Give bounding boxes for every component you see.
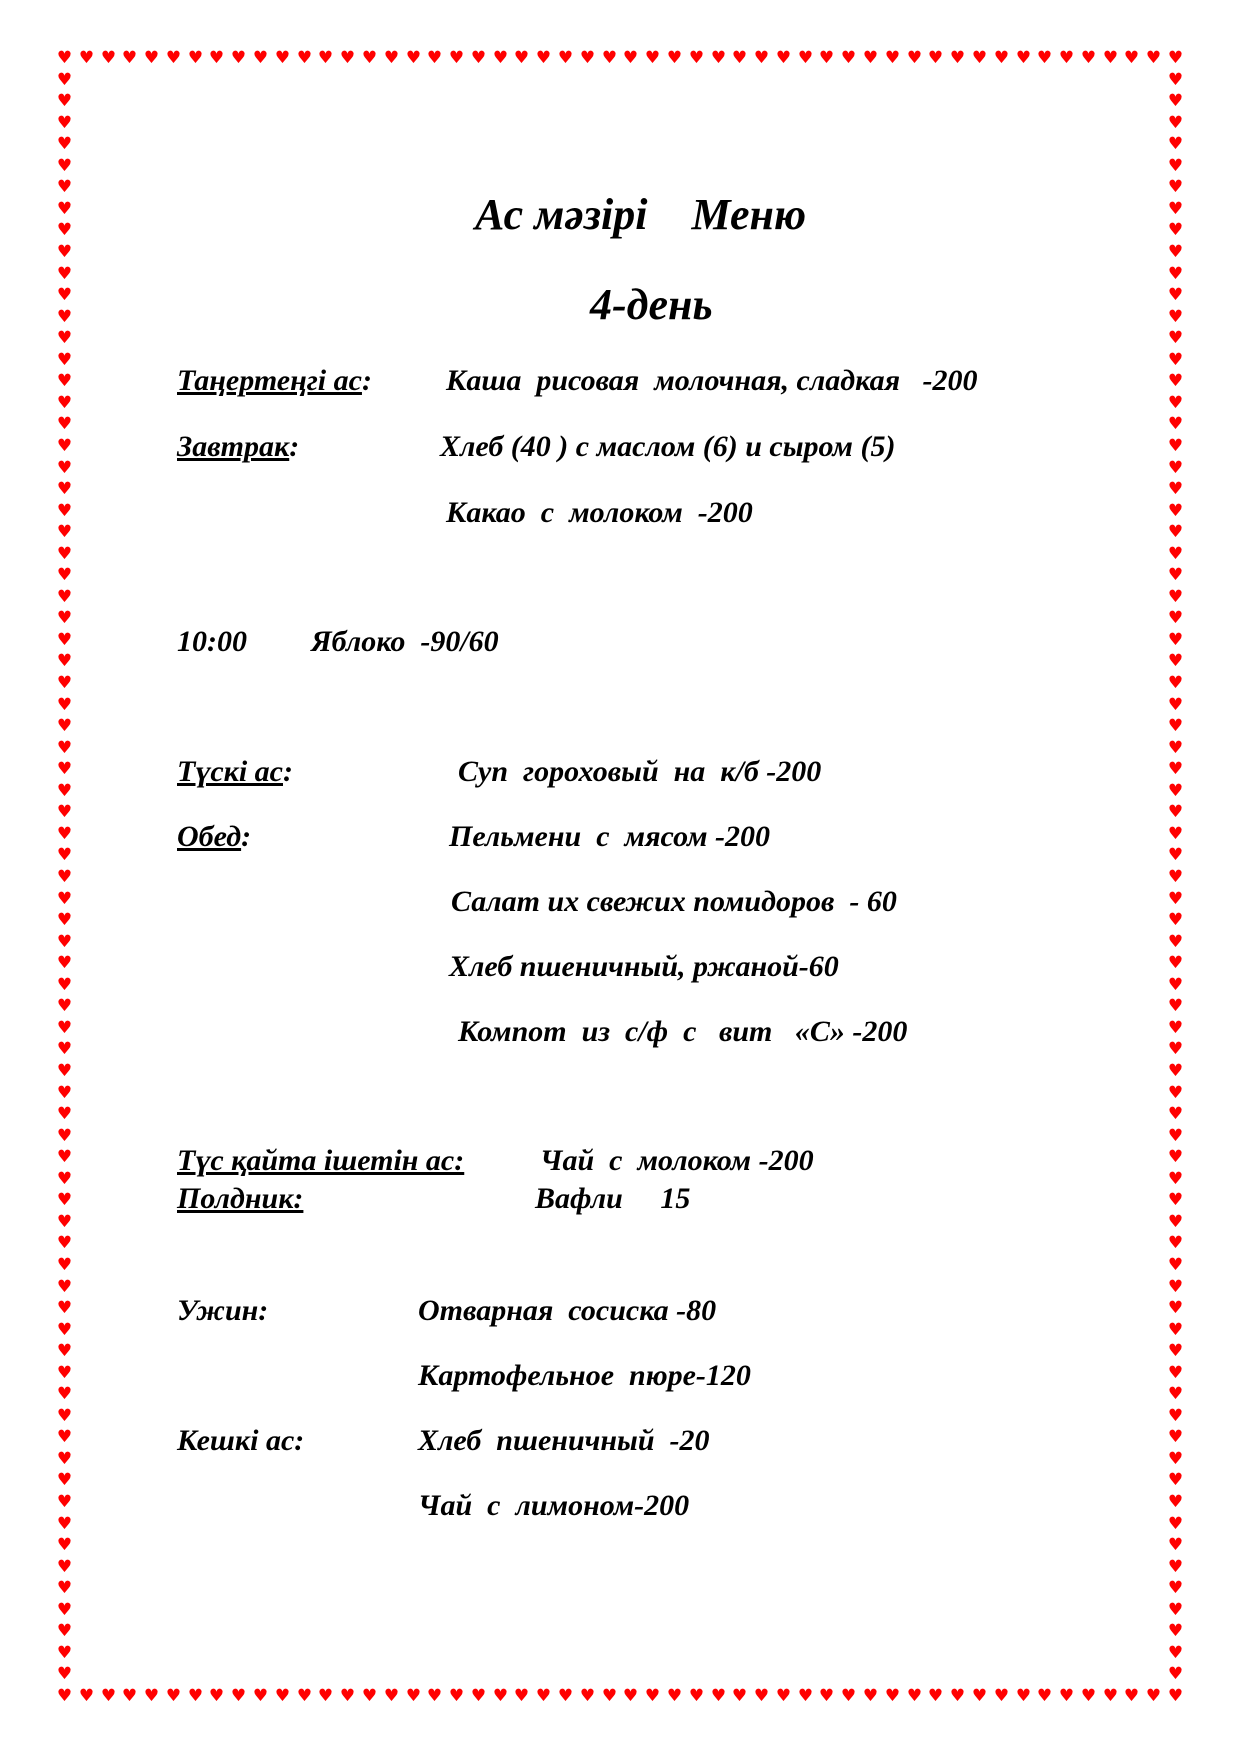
breakfast-label-kz-text: Таңертеңгі ас bbox=[177, 364, 362, 397]
heart-icon bbox=[56, 1322, 73, 1339]
heart-icon bbox=[448, 50, 465, 67]
heart-icon bbox=[56, 136, 73, 153]
lunch-item: Суп гороховый на к/б -200 bbox=[458, 755, 822, 788]
heart-icon bbox=[818, 1688, 835, 1705]
heart-icon bbox=[840, 1688, 857, 1705]
heart-icon bbox=[1167, 373, 1184, 390]
heart-icon bbox=[579, 1688, 596, 1705]
heart-icon bbox=[56, 1580, 73, 1597]
dinner-label-kz: Кешкі ас: bbox=[177, 1424, 305, 1457]
heart-icon bbox=[1167, 503, 1184, 520]
heart-icon bbox=[1167, 1192, 1184, 1209]
heart-icon bbox=[1167, 1235, 1184, 1252]
heart-icon bbox=[426, 1688, 443, 1705]
heart-icon bbox=[1167, 1580, 1184, 1597]
heart-icon bbox=[731, 1688, 748, 1705]
heart-icon bbox=[56, 934, 73, 951]
heart-icon bbox=[56, 718, 73, 735]
heart-icon bbox=[56, 783, 73, 800]
heart-icon bbox=[56, 998, 73, 1015]
heart-icon bbox=[1167, 891, 1184, 908]
heart-icon bbox=[56, 740, 73, 757]
breakfast-label-kz-colon: : bbox=[361, 364, 372, 397]
heart-icon bbox=[601, 1688, 618, 1705]
heart-icon bbox=[56, 1085, 73, 1102]
heart-icon bbox=[1167, 675, 1184, 692]
heart-icon bbox=[405, 1688, 422, 1705]
heart-icon bbox=[1167, 1279, 1184, 1296]
heart-icon bbox=[1167, 222, 1184, 239]
heart-icon bbox=[56, 309, 73, 326]
heart-icon bbox=[949, 1688, 966, 1705]
lunch-label-kz-colon: : bbox=[283, 755, 293, 788]
heart-icon bbox=[1167, 653, 1184, 670]
heart-icon bbox=[56, 179, 73, 196]
heart-icon bbox=[361, 50, 378, 67]
heart-icon bbox=[1015, 50, 1032, 67]
heart-icon bbox=[56, 244, 73, 261]
heart-icon bbox=[1167, 395, 1184, 412]
heart-icon bbox=[513, 50, 530, 67]
heart-icon bbox=[1167, 1408, 1184, 1425]
heart-icon bbox=[1167, 804, 1184, 821]
heart-icon bbox=[1167, 632, 1184, 649]
heart-icon bbox=[1167, 1343, 1184, 1360]
heart-icon bbox=[448, 1688, 465, 1705]
breakfast-label-ru-colon: : bbox=[289, 430, 300, 463]
heart-icon bbox=[1123, 50, 1140, 67]
snack-item: Яблоко -90/60 bbox=[311, 625, 499, 658]
heart-icon bbox=[56, 266, 73, 283]
heart-icon bbox=[56, 50, 73, 67]
heart-icon bbox=[927, 1688, 944, 1705]
heart-icon bbox=[1167, 977, 1184, 994]
heart-icon bbox=[1167, 697, 1184, 714]
heart-icon bbox=[383, 50, 400, 67]
heart-icon bbox=[56, 1192, 73, 1209]
heart-icon bbox=[56, 891, 73, 908]
heart-icon bbox=[1167, 869, 1184, 886]
heart-icon bbox=[1167, 1257, 1184, 1274]
heart-icon bbox=[56, 93, 73, 110]
heart-icon bbox=[78, 50, 95, 67]
heart-icon bbox=[1167, 330, 1184, 347]
heart-icon bbox=[56, 1149, 73, 1166]
heart-icon bbox=[56, 1516, 73, 1533]
heart-icon bbox=[56, 761, 73, 778]
heart-icon bbox=[470, 50, 487, 67]
heart-icon bbox=[165, 1688, 182, 1705]
heart-icon bbox=[1167, 481, 1184, 498]
dinner-item: Картофельное пюре-120 bbox=[418, 1359, 751, 1392]
heart-icon bbox=[56, 1063, 73, 1080]
heart-icon bbox=[56, 653, 73, 670]
heart-icon bbox=[862, 1688, 879, 1705]
heart-icon bbox=[601, 50, 618, 67]
heart-icon bbox=[513, 1688, 530, 1705]
heart-icon bbox=[56, 1666, 73, 1683]
heart-icon bbox=[56, 1429, 73, 1446]
heart-icon bbox=[56, 1106, 73, 1123]
heart-icon bbox=[1167, 1472, 1184, 1489]
heart-icon bbox=[56, 416, 73, 433]
heart-icon bbox=[797, 50, 814, 67]
heart-icon bbox=[993, 1688, 1010, 1705]
heart-icon bbox=[1167, 72, 1184, 89]
heart-icon bbox=[492, 1688, 509, 1705]
heart-icon bbox=[1102, 1688, 1119, 1705]
heart-icon bbox=[56, 1623, 73, 1640]
heart-icon bbox=[1167, 50, 1184, 67]
heart-icon bbox=[927, 50, 944, 67]
heart-icon bbox=[56, 847, 73, 864]
heart-icon bbox=[579, 50, 596, 67]
heart-icon bbox=[56, 158, 73, 175]
heart-icon bbox=[56, 481, 73, 498]
heart-icon bbox=[1167, 1645, 1184, 1662]
heart-icon bbox=[1167, 1623, 1184, 1640]
heart-icon bbox=[100, 50, 117, 67]
heart-icon bbox=[252, 50, 269, 67]
heart-icon bbox=[56, 201, 73, 218]
heart-icon bbox=[666, 50, 683, 67]
heart-icon bbox=[1167, 718, 1184, 735]
heart-icon bbox=[818, 50, 835, 67]
heart-icon bbox=[862, 50, 879, 67]
menu-title: Ас мәзірі Меню bbox=[475, 190, 807, 239]
heart-icon bbox=[274, 50, 291, 67]
heart-icon bbox=[56, 1645, 73, 1662]
afternoon-label-kz: Түс қайта ішетін ас: bbox=[177, 1144, 465, 1177]
heart-icon bbox=[56, 1041, 73, 1058]
heart-icon bbox=[296, 50, 313, 67]
heart-icon bbox=[1167, 783, 1184, 800]
heart-icon bbox=[1167, 1020, 1184, 1037]
heart-icon bbox=[1167, 309, 1184, 326]
heart-icon bbox=[1167, 1688, 1184, 1705]
heart-icon bbox=[1167, 1041, 1184, 1058]
heart-icon bbox=[56, 438, 73, 455]
heart-icon bbox=[208, 50, 225, 67]
heart-icon bbox=[56, 1537, 73, 1554]
heart-icon bbox=[993, 50, 1010, 67]
heart-icon bbox=[1167, 589, 1184, 606]
heart-icon bbox=[971, 1688, 988, 1705]
heart-icon bbox=[1167, 524, 1184, 541]
heart-icon bbox=[1015, 1688, 1032, 1705]
lunch-label-kz bbox=[177, 757, 293, 787]
heart-icon bbox=[1167, 610, 1184, 627]
heart-icon bbox=[470, 1688, 487, 1705]
heart-icon bbox=[56, 567, 73, 584]
heart-icon bbox=[56, 589, 73, 606]
heart-icon bbox=[1167, 158, 1184, 175]
dinner-label-ru: Ужин: bbox=[177, 1294, 269, 1327]
heart-icon bbox=[1167, 1300, 1184, 1317]
heart-icon bbox=[1167, 998, 1184, 1015]
heart-icon bbox=[1167, 1085, 1184, 1102]
heart-icon bbox=[56, 330, 73, 347]
heart-icon bbox=[1167, 1451, 1184, 1468]
heart-icon bbox=[535, 1688, 552, 1705]
heart-icon bbox=[56, 1494, 73, 1511]
heart-icon bbox=[1167, 136, 1184, 153]
heart-icon bbox=[56, 869, 73, 886]
heart-icon bbox=[383, 1688, 400, 1705]
heart-icon bbox=[1167, 1602, 1184, 1619]
lunch-label-ru bbox=[177, 822, 251, 852]
heart-icon bbox=[56, 1365, 73, 1382]
heart-icon bbox=[56, 1472, 73, 1489]
heart-icon bbox=[1058, 1688, 1075, 1705]
heart-icon bbox=[56, 546, 73, 563]
heart-icon bbox=[775, 1688, 792, 1705]
heart-icon bbox=[143, 50, 160, 67]
heart-icon bbox=[1167, 416, 1184, 433]
heart-icon bbox=[1167, 1063, 1184, 1080]
heart-icon bbox=[1058, 50, 1075, 67]
afternoon-item: Чай с молоком -200 bbox=[540, 1144, 814, 1177]
heart-icon bbox=[56, 675, 73, 692]
lunch-item: Пельмени с мясом -200 bbox=[449, 820, 771, 853]
heart-icon bbox=[56, 697, 73, 714]
heart-icon bbox=[56, 1128, 73, 1145]
heart-icon bbox=[165, 50, 182, 67]
heart-icon bbox=[56, 1408, 73, 1425]
heart-icon bbox=[1167, 1516, 1184, 1533]
heart-icon bbox=[1080, 1688, 1097, 1705]
lunch-label-ru-colon: : bbox=[241, 820, 252, 853]
heart-icon bbox=[557, 50, 574, 67]
heart-icon bbox=[56, 955, 73, 972]
heart-icon bbox=[1145, 50, 1162, 67]
heart-icon bbox=[56, 1279, 73, 1296]
heart-icon bbox=[644, 1688, 661, 1705]
heart-icon bbox=[56, 912, 73, 929]
heart-icon bbox=[56, 115, 73, 132]
lunch-label-ru-text: Обед bbox=[177, 820, 242, 853]
heart-icon bbox=[731, 50, 748, 67]
heart-icon bbox=[1167, 1128, 1184, 1145]
heart-icon bbox=[296, 1688, 313, 1705]
heart-icon bbox=[56, 1300, 73, 1317]
heart-icon bbox=[208, 1688, 225, 1705]
heart-icon bbox=[1167, 244, 1184, 261]
heart-icon bbox=[56, 524, 73, 541]
heart-icon bbox=[1167, 847, 1184, 864]
heart-icon bbox=[56, 1235, 73, 1252]
breakfast-item: Какао с молоком -200 bbox=[446, 496, 753, 529]
heart-icon bbox=[56, 222, 73, 239]
heart-icon bbox=[56, 373, 73, 390]
heart-icon bbox=[1167, 740, 1184, 757]
heart-icon bbox=[56, 287, 73, 304]
heart-icon bbox=[710, 1688, 727, 1705]
lunch-item: Компот из с/ф с вит «С» -200 bbox=[458, 1015, 908, 1048]
breakfast-label-ru-text: Завтрак bbox=[177, 430, 290, 463]
lunch-item: Салат их свежих помидоров - 60 bbox=[451, 885, 897, 918]
heart-icon bbox=[121, 50, 138, 67]
heart-icon bbox=[1167, 179, 1184, 196]
heart-icon bbox=[906, 50, 923, 67]
heart-icon bbox=[56, 977, 73, 994]
heart-icon bbox=[1080, 50, 1097, 67]
heart-icon bbox=[1167, 1666, 1184, 1683]
heart-icon bbox=[797, 1688, 814, 1705]
heart-icon bbox=[56, 72, 73, 89]
heart-icon bbox=[1123, 1688, 1140, 1705]
heart-icon bbox=[56, 352, 73, 369]
heart-icon bbox=[1167, 1386, 1184, 1403]
breakfast-label-kz bbox=[177, 366, 372, 396]
heart-icon bbox=[1036, 1688, 1053, 1705]
heart-icon bbox=[666, 1688, 683, 1705]
heart-icon bbox=[688, 50, 705, 67]
heart-icon bbox=[1167, 761, 1184, 778]
heart-icon bbox=[339, 50, 356, 67]
heart-icon bbox=[840, 50, 857, 67]
heart-icon bbox=[56, 1214, 73, 1231]
heart-icon bbox=[405, 50, 422, 67]
heart-icon bbox=[622, 50, 639, 67]
heart-icon bbox=[1167, 826, 1184, 843]
heart-icon bbox=[1167, 287, 1184, 304]
heart-icon bbox=[1167, 1494, 1184, 1511]
dinner-item: Отварная сосиска -80 bbox=[418, 1294, 717, 1327]
heart-icon bbox=[100, 1688, 117, 1705]
heart-icon bbox=[56, 1257, 73, 1274]
heart-icon bbox=[56, 1559, 73, 1576]
heart-icon bbox=[56, 804, 73, 821]
heart-icon bbox=[56, 1343, 73, 1360]
lunch-label-kz-text: Түскі ас bbox=[177, 755, 283, 788]
heart-icon bbox=[1167, 201, 1184, 218]
heart-icon bbox=[56, 1602, 73, 1619]
heart-icon bbox=[426, 50, 443, 67]
heart-icon bbox=[884, 1688, 901, 1705]
heart-icon bbox=[710, 50, 727, 67]
heart-icon bbox=[230, 1688, 247, 1705]
heart-icon bbox=[56, 610, 73, 627]
heart-icon bbox=[1167, 1322, 1184, 1339]
menu-day: 4-день bbox=[590, 280, 713, 329]
heart-icon bbox=[317, 50, 334, 67]
heart-icon bbox=[1145, 1688, 1162, 1705]
heart-icon bbox=[1167, 955, 1184, 972]
heart-icon bbox=[121, 1688, 138, 1705]
heart-icon bbox=[78, 1688, 95, 1705]
heart-icon bbox=[775, 50, 792, 67]
heart-icon bbox=[557, 1688, 574, 1705]
heart-icon bbox=[1167, 1214, 1184, 1231]
heart-icon bbox=[1167, 1559, 1184, 1576]
dinner-item: Чай с лимоном-200 bbox=[418, 1489, 690, 1522]
heart-icon bbox=[361, 1688, 378, 1705]
heart-icon bbox=[1167, 1365, 1184, 1382]
heart-icon bbox=[56, 1020, 73, 1037]
heart-icon bbox=[688, 1688, 705, 1705]
breakfast-item: Хлеб (40 ) с маслом (6) и сыром (5) bbox=[440, 430, 896, 463]
heart-icon bbox=[949, 50, 966, 67]
heart-icon bbox=[1167, 1537, 1184, 1554]
heart-icon bbox=[1167, 460, 1184, 477]
heart-icon bbox=[187, 1688, 204, 1705]
heart-icon bbox=[56, 460, 73, 477]
heart-icon bbox=[1167, 567, 1184, 584]
heart-icon bbox=[1167, 1106, 1184, 1123]
heart-icon bbox=[56, 1688, 73, 1705]
breakfast-label-ru bbox=[177, 432, 299, 462]
heart-icon bbox=[1167, 912, 1184, 929]
breakfast-item: Каша рисовая молочная, сладкая -200 bbox=[446, 364, 978, 397]
heart-icon bbox=[1036, 50, 1053, 67]
heart-icon bbox=[56, 632, 73, 649]
heart-icon bbox=[317, 1688, 334, 1705]
heart-icon bbox=[274, 1688, 291, 1705]
heart-icon bbox=[622, 1688, 639, 1705]
heart-icon bbox=[906, 1688, 923, 1705]
heart-icon bbox=[230, 50, 247, 67]
heart-icon bbox=[252, 1688, 269, 1705]
heart-icon bbox=[1167, 438, 1184, 455]
heart-icon bbox=[1167, 1149, 1184, 1166]
heart-icon bbox=[56, 1451, 73, 1468]
heart-icon bbox=[1102, 50, 1119, 67]
heart-icon bbox=[56, 826, 73, 843]
heart-icon bbox=[884, 50, 901, 67]
heart-icon bbox=[56, 503, 73, 520]
heart-icon bbox=[1167, 115, 1184, 132]
snack-time: 10:00 bbox=[177, 625, 247, 658]
lunch-item: Хлеб пшеничный, ржаной-60 bbox=[449, 950, 839, 983]
heart-icon bbox=[535, 50, 552, 67]
heart-icon bbox=[644, 50, 661, 67]
heart-icon bbox=[1167, 1171, 1184, 1188]
afternoon-item: Вафли 15 bbox=[535, 1182, 691, 1215]
heart-icon bbox=[187, 50, 204, 67]
heart-icon bbox=[56, 1386, 73, 1403]
heart-icon bbox=[1167, 93, 1184, 110]
heart-icon bbox=[339, 1688, 356, 1705]
heart-icon bbox=[1167, 266, 1184, 283]
heart-icon bbox=[971, 50, 988, 67]
dinner-item: Хлеб пшеничный -20 bbox=[418, 1424, 710, 1457]
heart-icon bbox=[143, 1688, 160, 1705]
heart-icon bbox=[753, 1688, 770, 1705]
heart-icon bbox=[492, 50, 509, 67]
heart-icon bbox=[56, 1171, 73, 1188]
heart-icon bbox=[56, 395, 73, 412]
heart-icon bbox=[1167, 1429, 1184, 1446]
afternoon-label-ru: Полдник: bbox=[177, 1182, 304, 1215]
heart-icon bbox=[1167, 934, 1184, 951]
heart-icon bbox=[1167, 352, 1184, 369]
heart-icon bbox=[753, 50, 770, 67]
heart-icon bbox=[1167, 546, 1184, 563]
